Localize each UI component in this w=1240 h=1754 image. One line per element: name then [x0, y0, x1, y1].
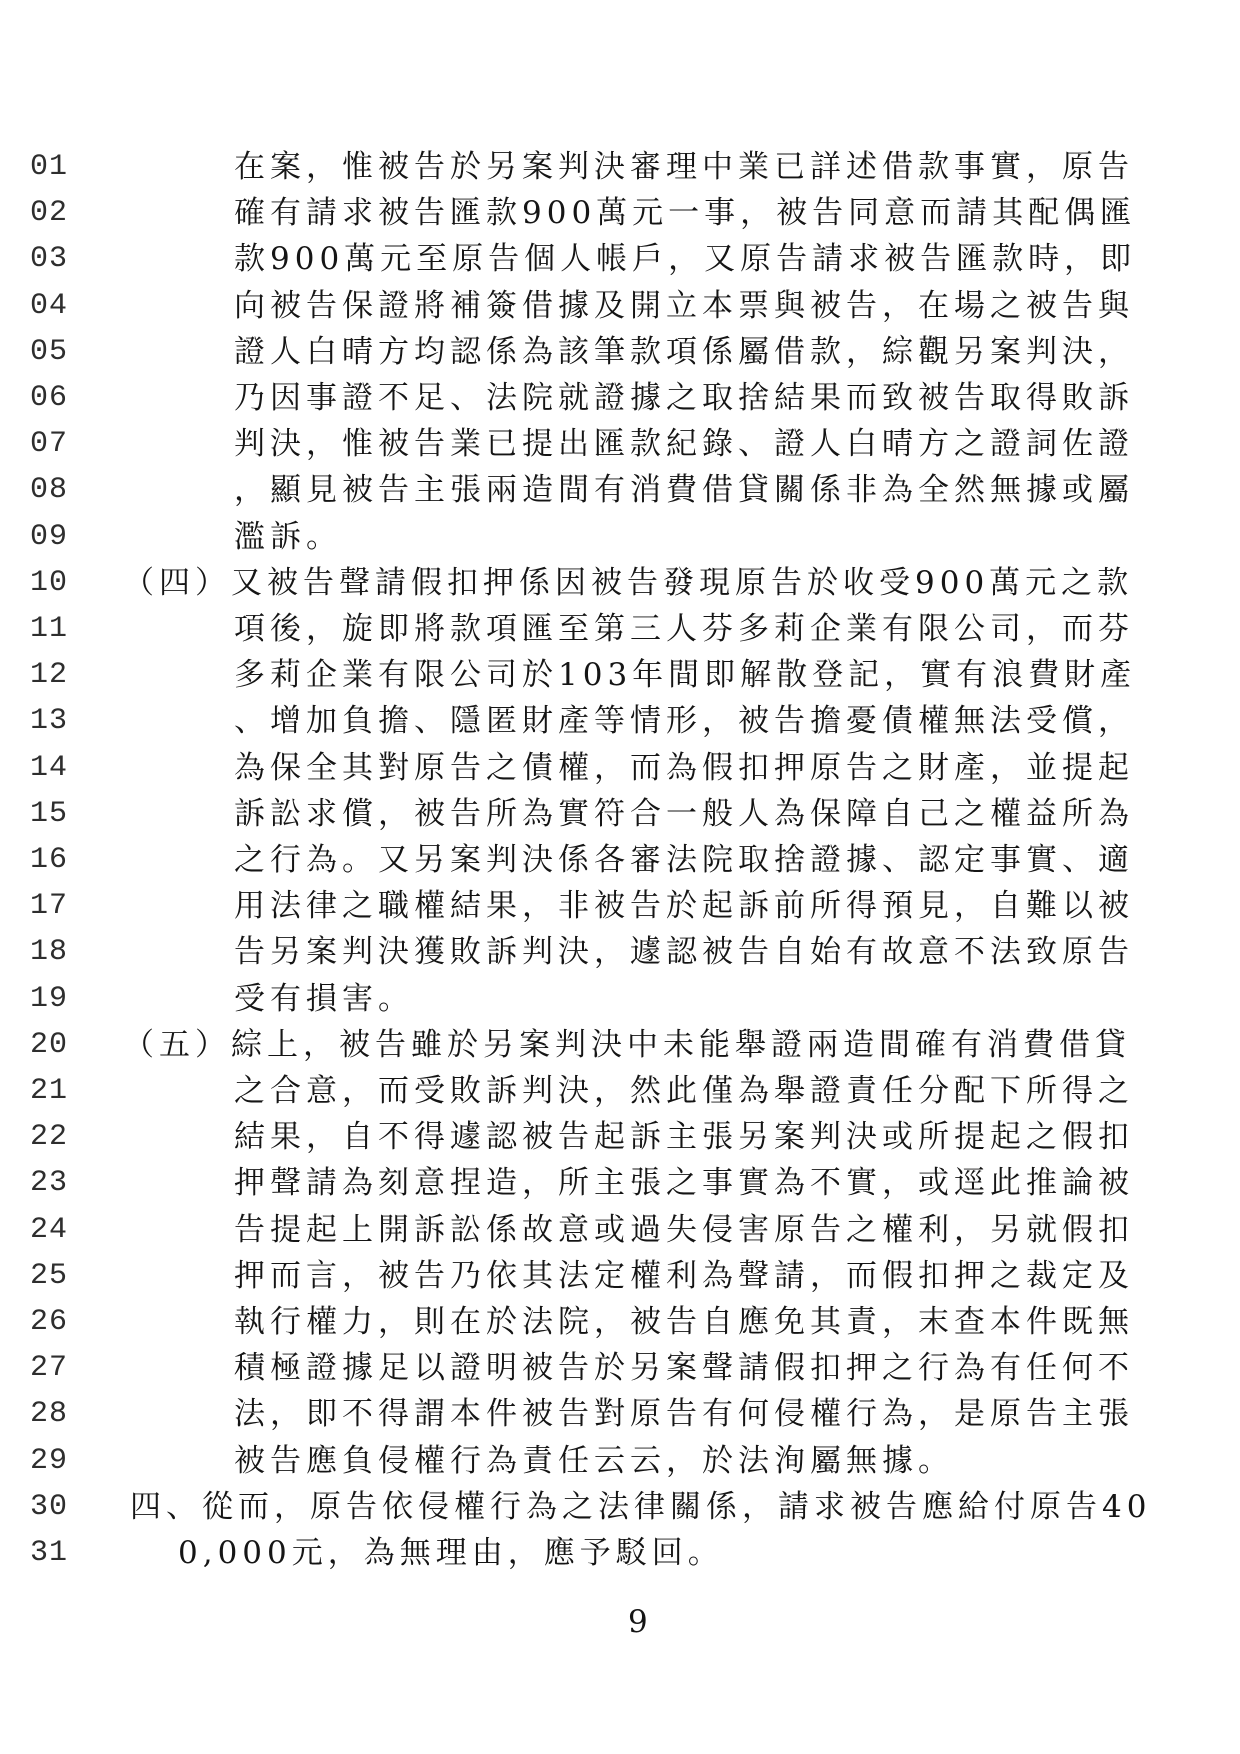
line-number: 22	[30, 1120, 69, 1155]
document-line	[0, 1444, 1240, 1490]
line-number: 17	[30, 889, 69, 924]
line-number: 26	[30, 1305, 69, 1339]
page-number: 9	[628, 1604, 648, 1640]
document-line	[0, 889, 1240, 935]
document-line	[0, 1397, 1240, 1443]
line-text: 判決，惟被告業已提出匯款紀錄、證人白晴方之證詞佐證	[234, 426, 1134, 463]
document-line	[0, 658, 1240, 704]
document-line	[0, 150, 1240, 196]
line-number: 13	[30, 704, 69, 739]
document-line	[0, 935, 1240, 981]
line-number: 01	[30, 150, 69, 184]
line-text: 乃因事證不足、法院就證據之取捨結果而致被告取得敗訴	[234, 380, 1134, 416]
document-line	[0, 1305, 1240, 1351]
document-line	[0, 566, 1240, 612]
line-number: 08	[30, 473, 69, 508]
line-text: 結果，自不得遽認被告起訴主張另案判決或所提起之假扣	[234, 1119, 1134, 1156]
line-number: 31	[30, 1536, 69, 1570]
line-number: 29	[30, 1443, 69, 1478]
document-line	[0, 196, 1240, 242]
line-text: 押而言，被告乃依其法定權利為聲請，而假扣押之裁定及	[234, 1257, 1134, 1294]
line-number: 05	[30, 334, 69, 369]
line-text: （五）綜上，被告雖於另案判決中未能舉證兩造間確有消費借貸	[123, 1026, 1131, 1063]
line-number: 20	[30, 1027, 69, 1062]
line-text: 多莉企業有限公司於103年間即解散登記，實有浪費財產	[234, 657, 1137, 694]
line-text: 被告應負侵權行為責任云云，於法洵屬無據。	[234, 1442, 954, 1479]
line-number: 15	[30, 796, 69, 831]
line-number: 24	[30, 1212, 69, 1247]
line-number: 27	[30, 1351, 69, 1386]
line-number: 19	[30, 981, 69, 1016]
document-line	[0, 751, 1240, 797]
document-line	[0, 1074, 1240, 1120]
document-line	[0, 982, 1240, 1028]
line-text: 0,000元，為無理由，應予駁回。	[178, 1535, 724, 1571]
document-line	[0, 1166, 1240, 1212]
line-text: 濫訴。	[234, 518, 342, 555]
document-line	[0, 843, 1240, 889]
document-line	[0, 1536, 1240, 1582]
document-line	[0, 427, 1240, 473]
line-number: 07	[30, 427, 69, 462]
line-text: 之合意，而受敗訴判決，然此僅為舉證責任分配下所得之	[234, 1073, 1134, 1109]
line-text: 確有請求被告匯款900萬元一事，被告同意而請其配偶匯	[234, 195, 1137, 232]
document-line	[0, 473, 1240, 519]
document-line	[0, 1120, 1240, 1166]
document-line	[0, 1213, 1240, 1259]
line-number: 04	[30, 288, 69, 323]
line-text: 用法律之職權結果，非被告於起訴前所得預見，自難以被	[234, 888, 1134, 925]
line-number: 14	[30, 750, 69, 785]
document-line	[0, 242, 1240, 288]
document-line	[0, 1351, 1240, 1397]
document-line	[0, 520, 1240, 566]
document-line	[0, 289, 1240, 335]
line-number: 18	[30, 935, 69, 970]
line-text: 執行權力，則在於法院，被告自應免其責，末查本件既無	[234, 1304, 1134, 1340]
line-text: ，顯見被告主張兩造間有消費借貸關係非為全然無據或屬	[234, 472, 1134, 509]
line-number: 06	[30, 381, 69, 415]
line-text: 之行為。又另案判決係各審法院取捨證據、認定事實、適	[234, 842, 1134, 878]
line-text: 法，即不得謂本件被告對原告有何侵權行為，是原告主張	[234, 1396, 1134, 1433]
line-number: 21	[30, 1074, 69, 1108]
document-line	[0, 1490, 1240, 1536]
line-number: 11	[30, 612, 69, 646]
line-number: 25	[30, 1258, 69, 1293]
line-number: 30	[30, 1489, 69, 1524]
line-text: （四）又被告聲請假扣押係因被告發現原告於收受900萬元之款	[123, 564, 1134, 601]
line-number: 28	[30, 1397, 69, 1432]
document-line	[0, 1259, 1240, 1305]
line-text: 、增加負擔、隱匿財產等情形，被告擔憂債權無法受償，	[234, 703, 1134, 740]
line-text: 押聲請為刻意捏造，所主張之事實為不實，或逕此推論被	[234, 1165, 1134, 1202]
line-text: 訴訟求償，被告所為實符合一般人為保障自己之權益所為	[234, 795, 1134, 832]
document-line	[0, 704, 1240, 750]
line-text: 告提起上開訴訟係故意或過失侵害原告之權利，另就假扣	[234, 1211, 1134, 1248]
line-number: 09	[30, 519, 69, 554]
document-line	[0, 381, 1240, 427]
line-text: 在案，惟被告於另案判決審理中業已詳述借款事實，原告	[234, 149, 1134, 185]
line-text: 受有損害。	[234, 980, 414, 1017]
line-number: 02	[30, 196, 69, 231]
document-line	[0, 797, 1240, 843]
line-number: 12	[30, 658, 69, 693]
document-line	[0, 335, 1240, 381]
line-number: 16	[30, 843, 69, 877]
line-text: 積極證據足以證明被告於另案聲請假扣押之行為有任何不	[234, 1350, 1134, 1387]
line-number: 23	[30, 1166, 69, 1201]
line-text: 四、從而，原告依侵權行為之法律關係，請求被告應給付原告40	[130, 1488, 1152, 1525]
line-text: 向被告保證將補簽借據及開立本票與被告，在場之被告與	[234, 287, 1134, 324]
line-text: 為保全其對原告之債權，而為假扣押原告之財產，並提起	[234, 749, 1134, 786]
line-number: 10	[30, 565, 69, 600]
line-text: 款900萬元至原告個人帳戶，又原告請求被告匯款時，即	[234, 241, 1137, 278]
document-line	[0, 612, 1240, 658]
document-line	[0, 1028, 1240, 1074]
line-text: 證人白晴方均認係為該筆款項係屬借款，綜觀另案判決，	[234, 333, 1134, 370]
line-text: 告另案判決獲敗訴判決，遽認被告自始有故意不法致原告	[234, 934, 1134, 971]
line-text: 項後，旋即將款項匯至第三人芬多莉企業有限公司，而芬	[234, 611, 1134, 647]
line-number: 03	[30, 242, 69, 277]
